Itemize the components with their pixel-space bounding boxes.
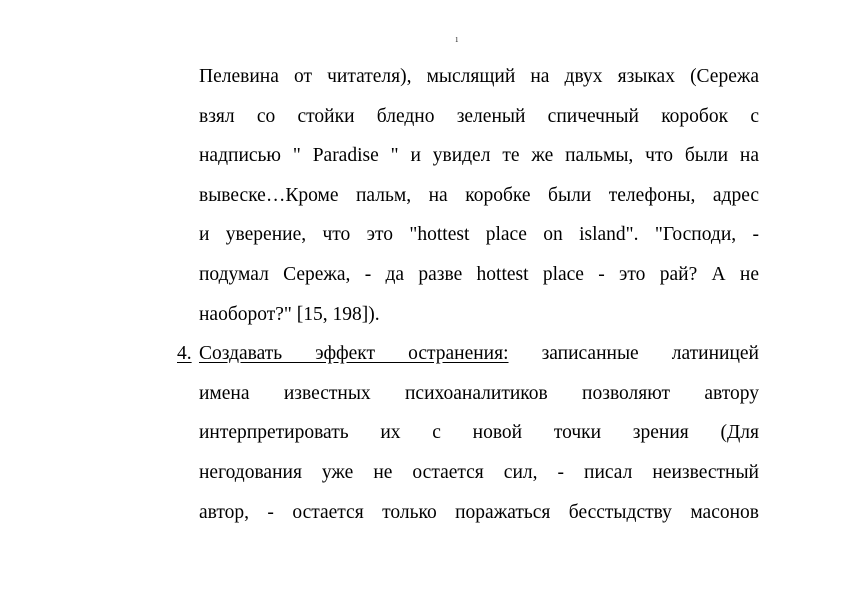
text-line: Пелевина от читателя), мыслящий на двух языках (Сережа	[199, 66, 759, 87]
text-line: имена известных психоаналитиков позволяют автору	[199, 382, 759, 404]
list-item-text: записанные латиницей	[508, 343, 759, 365]
text-line: негодования уже не остается сил, - писал неизвестный	[199, 461, 759, 483]
list-item-heading: Создавать эффект остранения:	[199, 343, 509, 365]
text-line: вывеске…Кроме пальм, на коробке были телефоны, адрес	[199, 184, 759, 206]
document-body	[177, 57, 759, 532]
text-line: автор, - остается только поражаться бесстыдству масонов	[199, 501, 759, 523]
list-item-4-first-line	[177, 334, 759, 374]
text-line: интерпретировать их с новой точки зрения (Для	[199, 422, 759, 444]
text-line: взял со стойки бледно зеленый спичечный коробок с	[199, 105, 759, 127]
text-line: подумал Сережа, - да разве hottest place - это рай? А не	[199, 263, 759, 285]
list-marker: 4.	[177, 343, 192, 365]
text-line: наоборот?" [15, 198]).	[199, 303, 380, 325]
page-number: 1	[455, 36, 459, 44]
text-line: и уверение, что это "hottest place on island". "Господи, -	[199, 224, 759, 246]
text-line: надписью " Paradise " и увидел те же пальмы, что были на	[199, 145, 759, 167]
